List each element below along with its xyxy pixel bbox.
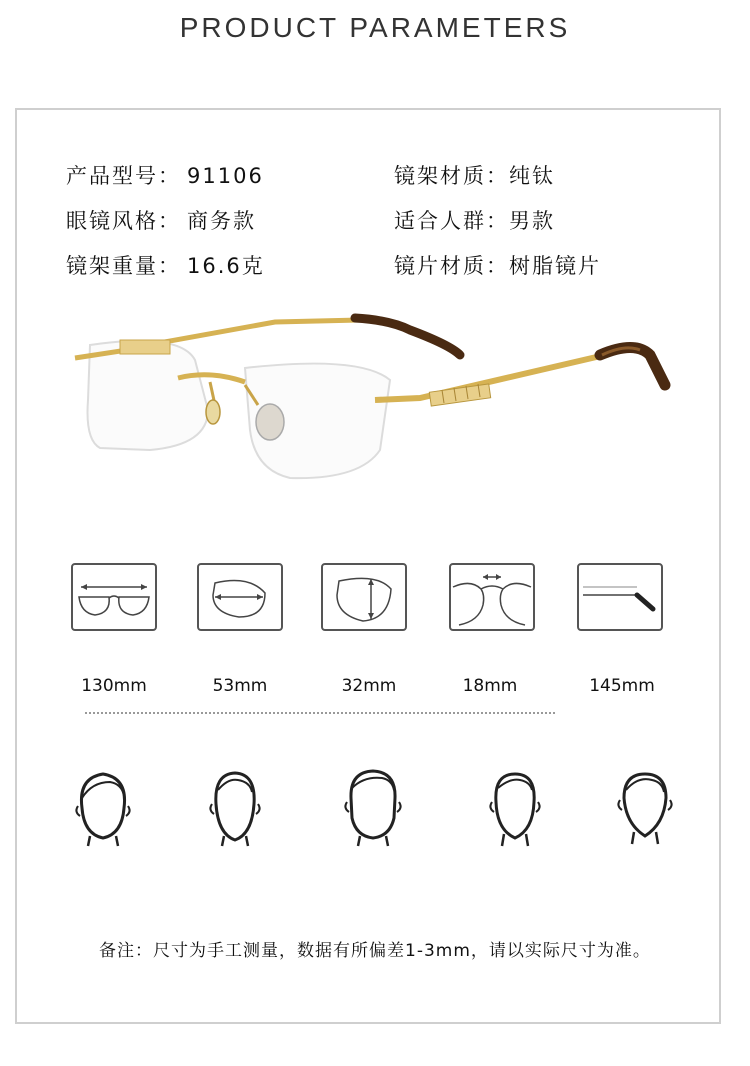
spec-style-label: 眼镜风格： xyxy=(66,209,181,233)
spec-style-value: 商务款 xyxy=(187,209,256,233)
temple-length-value: 145mm xyxy=(589,676,655,696)
lens-height-icon xyxy=(321,563,407,631)
lens-height-value: 32mm xyxy=(341,676,397,696)
bridge-width-value: 18mm xyxy=(462,676,518,696)
round-face-icon xyxy=(72,768,134,848)
frame-width-value: 130mm xyxy=(81,676,147,696)
oval-face-icon xyxy=(204,768,266,848)
spec-audience-label: 适合人群： xyxy=(394,209,509,233)
square-face-icon xyxy=(342,766,404,848)
spec-weight-value: 16.6克 xyxy=(187,254,265,278)
page-title: PRODUCT PARAMETERS xyxy=(179,12,571,43)
spec-frame-material xyxy=(394,160,555,190)
long-face-icon xyxy=(484,768,546,848)
spec-frame-material-value: 纯钛 xyxy=(509,164,555,188)
glasses-product-image xyxy=(60,300,680,500)
lens-width-icon xyxy=(197,563,283,631)
measurement-note: 备注：尺寸为手工测量，数据有所偏差1-3mm，请以实际尺寸为准。 xyxy=(99,941,651,961)
spec-frame-material-label: 镜架材质： xyxy=(394,164,509,188)
temple-length-icon xyxy=(577,563,663,631)
heart-face-icon xyxy=(614,768,676,848)
spec-model-value: 91106 xyxy=(187,164,264,188)
spec-lens-material-value: 树脂镜片 xyxy=(509,254,601,278)
spec-lens-material-label: 镜片材质： xyxy=(394,254,509,278)
frame-width-icon xyxy=(71,563,157,631)
spec-audience xyxy=(394,205,555,235)
spec-model xyxy=(66,160,264,190)
spec-weight-label: 镜架重量： xyxy=(66,254,181,278)
spec-weight xyxy=(66,250,265,280)
spec-audience-value: 男款 xyxy=(509,209,555,233)
spec-lens-material xyxy=(394,250,601,280)
divider xyxy=(85,712,555,714)
lens-width-value: 53mm xyxy=(212,676,268,696)
spec-model-label: 产品型号： xyxy=(66,164,181,188)
spec-style xyxy=(66,205,256,235)
bridge-width-icon xyxy=(449,563,535,631)
